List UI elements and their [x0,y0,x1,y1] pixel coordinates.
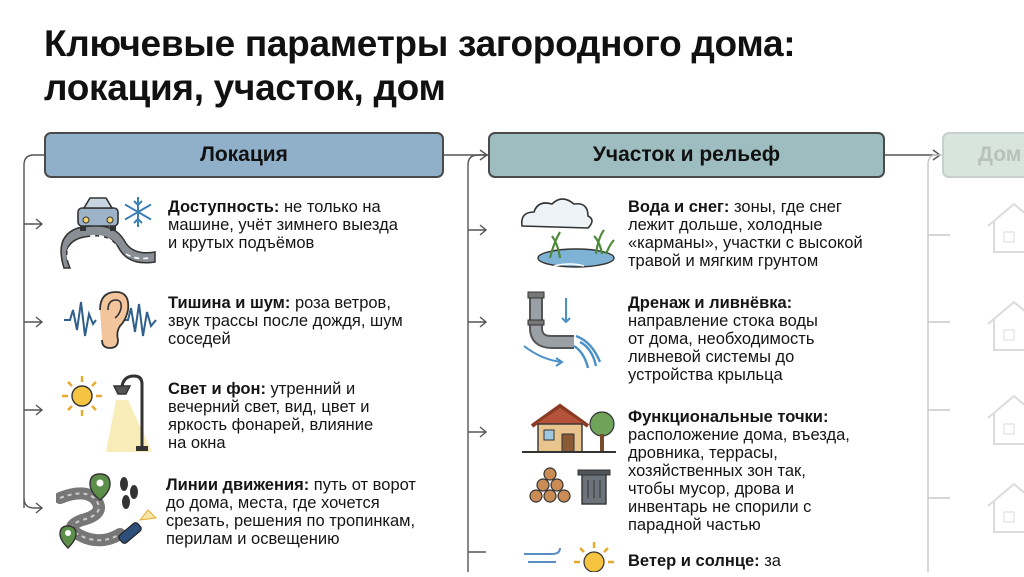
item-water-snow-line-4: травой и мягким грунтом [628,252,819,270]
item-light-background-line-2: вечерний свет, вид, цвет и [168,398,370,416]
drainpipe-water-icon [522,290,612,375]
item-accessibility-line-2: машине, учёт зимнего выезда [168,216,398,234]
item-drainage-line-2: от дома, необходимость [628,330,815,348]
car-road-snowflake-icon [60,190,160,275]
item-functional-points-line-2: дровника, террасы, [628,444,778,462]
item-movement-lines-line-1: путь от ворот [309,476,416,494]
item-functional-points-line-5: инвентарь не спорили с [628,498,812,516]
item-accessibility-line-1: не только на [279,198,381,216]
faded-house-icon-2 [984,294,1024,359]
item-quiet-noise-line-2: звук трассы после дождя, шум [168,312,403,330]
item-wind-sun [628,552,781,570]
item-water-snow [628,198,863,270]
item-movement-lines-line-2: до дома, места, где хочется [166,494,380,512]
column-header-house: Дом [942,132,1024,178]
title-line-1: Ключевые параметры загородного дома: [44,23,796,64]
item-movement-lines-line-4: перилам и освещению [166,530,340,548]
item-water-snow-title: Вода и снег: [628,198,730,216]
item-functional-points-line-3: хозяйственных зон так, [628,462,806,480]
wind-sun-icon [522,540,616,577]
title-line-2: локация, участок, дом [44,67,446,108]
snow-puddle-grass-icon [514,192,618,277]
faded-house-icon-4 [984,476,1024,541]
faded-house-icon-1 [984,196,1024,261]
item-functional-points [628,408,850,534]
item-movement-lines [166,476,416,548]
item-movement-lines-line-3: срезать, решения по тропинкам, [166,512,416,530]
sun-street-lamp-icon [58,372,158,457]
item-functional-points-line-6: парадной частью [628,516,761,534]
ear-sound-wave-icon [62,288,158,357]
path-footsteps-flashlight-icon [56,470,160,555]
item-drainage [628,294,818,384]
item-functional-points-line-4: чтобы мусор, дрова и [628,480,795,498]
item-light-background-line-4: на окна [168,434,226,452]
column-header-location: Локация [44,132,444,178]
item-functional-points-line-1: расположение дома, въезда, [628,426,850,444]
item-light-background [168,380,373,452]
item-quiet-noise-line-1: роза ветров, [290,294,391,312]
house-firewood-bin-icon [522,400,616,515]
item-accessibility-line-3: и крутых подъёмов [168,234,315,252]
item-water-snow-line-2: лежит дольше, холодные [628,216,823,234]
item-quiet-noise [168,294,403,348]
item-accessibility [168,198,398,252]
item-wind-sun-title: Ветер и солнце: [628,552,760,570]
faded-house-icon-3 [984,388,1024,453]
item-quiet-noise-line-3: соседей [168,330,231,348]
item-accessibility-title: Доступность: [168,198,280,216]
item-quiet-noise-title: Тишина и шум: [168,294,291,312]
item-drainage-title: Дренаж и ливнёвка: [628,294,793,312]
column-header-plot: Участок и рельеф [488,132,885,178]
item-wind-sun-line-1: за [759,552,781,570]
item-drainage-line-3: ливневой системы до [628,348,795,366]
item-drainage-line-4: устройства крыльца [628,366,783,384]
item-functional-points-title: Функциональные точки: [628,408,829,426]
item-movement-lines-title: Линии движения: [166,476,310,494]
item-water-snow-line-3: «карманы», участки с высокой [628,234,863,252]
item-light-background-title: Свет и фон: [168,380,266,398]
item-drainage-line-1: направление стока воды [628,312,818,330]
item-light-background-line-1: утренний и [265,380,356,398]
item-water-snow-line-1: зоны, где снег [729,198,842,216]
item-light-background-line-3: яркость фонарей, влияние [168,416,374,434]
